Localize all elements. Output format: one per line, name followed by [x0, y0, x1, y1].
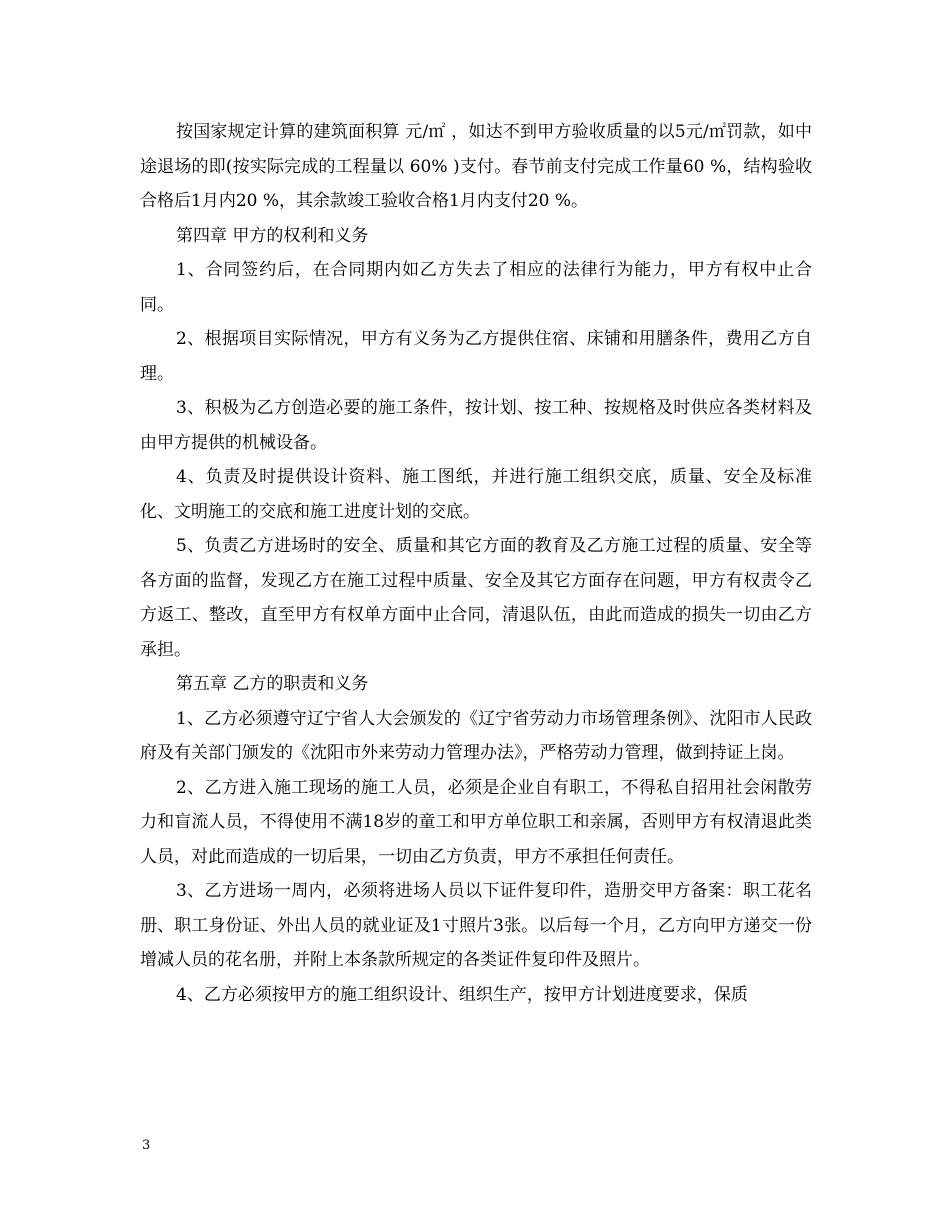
party-a-clause-2: 2、根据项目实际情况，甲方有义务为乙方提供住宿、床铺和用膳条件，费用乙方自理。	[140, 329, 812, 384]
party-b-clause-3: 3、乙方进场一周内，必须将进场人员以下证件复印件，造册交甲方备案：职工花名册、职工身份证、外出人员的就业证及1寸照片3张。以后每一个月，乙方向甲方递交一份增减人员的花名册，并附上本条款所规定的各类证件复印件及照片。	[140, 881, 812, 970]
party-a-clause-5: 5、负责乙方进场时的安全、质量和其它方面的教育及乙方施工过程的质量、安全等各方面的监督，发现乙方在施工过程中质量、安全及其它方面存在问题，甲方有权责令乙方返工、整改，直至甲方有权单方面中止合同，清退队伍，由此而造成的损失一切由乙方承担。	[140, 536, 812, 660]
party-a-clause-3: 3、积极为乙方创造必要的施工条件，按计划、按工种、按规格及时供应各类材料及由甲方提供的机械设备。	[140, 398, 812, 453]
chapter-five-heading: 第五章 乙方的职责和义务	[176, 674, 369, 694]
party-a-clause-1: 1、合同签约后，在合同期内如乙方失去了相应的法律行为能力，甲方有权中止合同。	[140, 260, 812, 315]
document-body	[140, 115, 812, 1012]
party-b-clause-4: 4、乙方必须按甲方的施工组织设计、组织生产，按甲方计划进度要求，保质	[176, 984, 748, 1005]
party-a-clause-4: 4、负责及时提供设计资料、施工图纸，并进行施工组织交底，质量、安全及标准化、文明施工的交底和施工进度计划的交底。	[140, 467, 812, 522]
party-b-clause-1: 1、乙方必须遵守辽宁省人大会颁发的《辽宁省劳动力市场管理条例》、沈阳市人民政府及有关部门颁发的《沈阳市外来劳动力管理办法》，严格劳动力管理，做到持证上岗。	[140, 708, 812, 763]
party-b-clause-2: 2、乙方进入施工现场的施工人员，必须是企业自有职工，不得私自招用社会闲散劳力和盲流人员，不得使用不满18岁的童工和甲方单位职工和亲属，否则甲方有权清退此类人员，对此而造成的一切后果，一切由乙方负责，甲方不承担任何责任。	[140, 777, 812, 867]
paragraph-payment-terms: 按国家规定计算的建筑面积算 元/㎡ ，如达不到甲方验收质量的以5元/㎡罚款，如中途退场的即(按实际完成的工程量以 60% )支付。春节前支付完成工作量60 %，结构验收合格后1月内20 %，其余款竣工验收合格1月内支付20 %。	[140, 122, 812, 211]
page-number: 3	[142, 1138, 151, 1153]
chapter-four-heading: 第四章 甲方的权利和义务	[176, 225, 369, 246]
